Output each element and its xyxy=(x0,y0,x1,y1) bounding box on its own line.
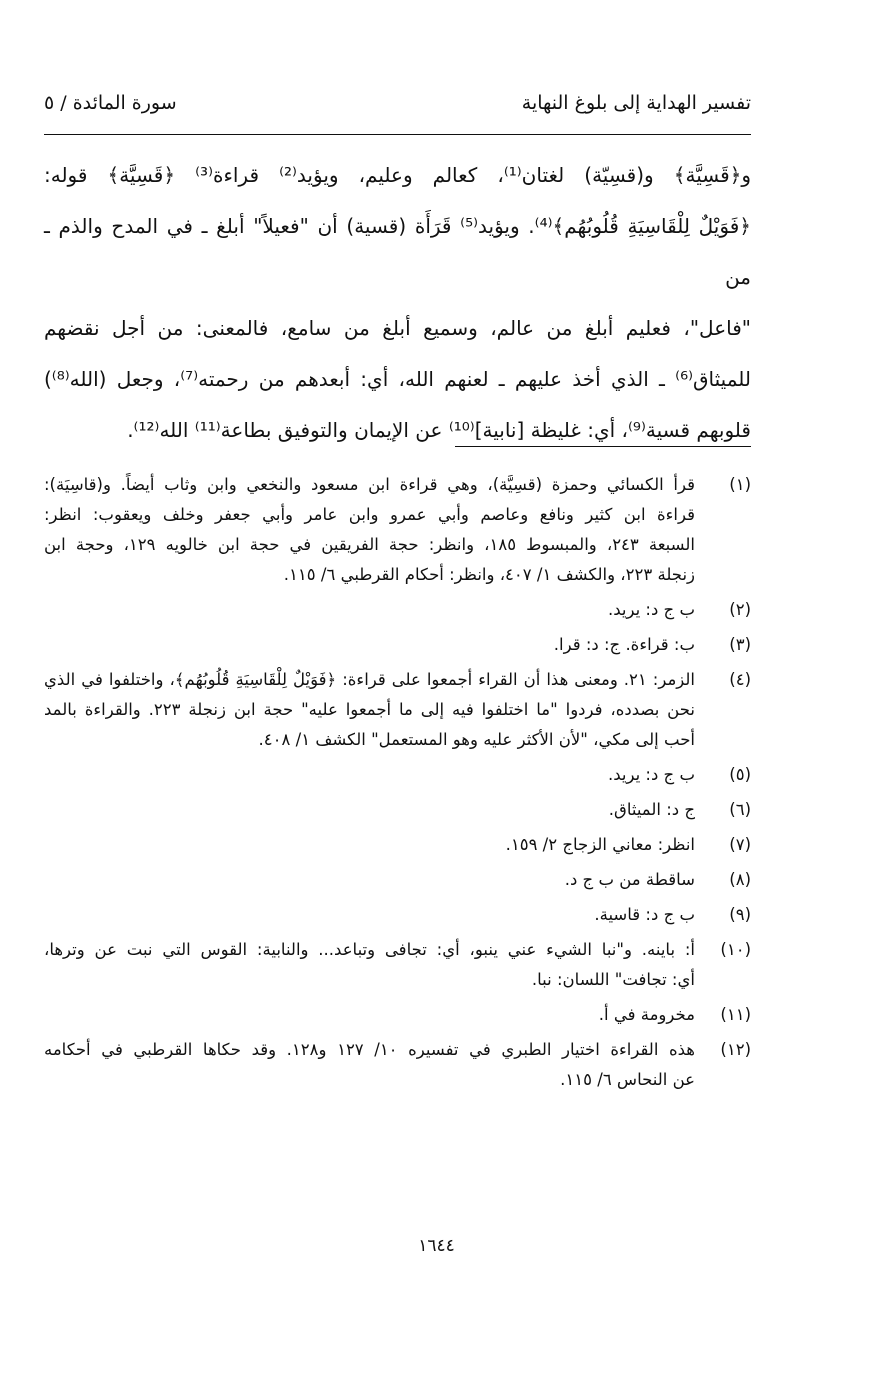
main-text xyxy=(44,150,751,456)
footnote-number: (١) xyxy=(729,475,751,494)
footnote-number: (٨) xyxy=(729,870,751,889)
footnote-number: (٦) xyxy=(729,800,751,819)
running-header xyxy=(44,92,751,132)
footnote-item xyxy=(44,1035,751,1095)
main-text-line: للميثاق⁽⁶⁾ ـ الذي أخذ عليهم ـ لعنهم الله، أي: أبعدهم من رحمته⁽⁷⁾، وجعل (الله⁽⁸⁾) xyxy=(44,367,751,391)
footnote-line: ساقطة من ب ج د. xyxy=(564,870,695,889)
footnote-item xyxy=(44,760,751,790)
footnote-line: هذه القراءة اختيار الطبري في تفسيره ١٠/ ١٢٧ و١٢٨. وقد حكاها القرطبي في أحكامه xyxy=(44,1040,696,1059)
footnote-line: ب ج د: قاسية. xyxy=(594,905,695,924)
footnote-item xyxy=(44,900,751,930)
footnote-line: ج د: الميثاق. xyxy=(608,800,695,819)
footnote-item xyxy=(44,595,751,625)
footnote-number: (١٠) xyxy=(720,940,751,959)
footnote-line: الزمر: ٢١. ومعنى هذا أن القراء أجمعوا على قراءة: ﴿فَوَيْلٌ لِلْقَاسِيَةِ قُلُوبُهُم﴾، واختلفوا في الذي xyxy=(44,670,696,689)
footnote-line: قراءة ابن كثير ونافع وعاصم وأبي عمرو وابن عامر وأبي جعفر وخلف ويعقوب: انظر: xyxy=(44,505,695,524)
footnote-line: السبعة ٢٤٣، والمبسوط ١٨٥، وانظر: حجة الفريقين في حجة ابن خالويه ١٢٩، وحجة ابن xyxy=(44,535,695,554)
footnote-number: (٧) xyxy=(729,835,751,854)
main-text-line: "فاعل"، فعليم أبلغ من عالم، وسميع أبلغ من سامع، فالمعنى: من أجل نقضهم xyxy=(44,316,751,340)
footnote-item xyxy=(44,1000,751,1030)
page-number: ١٦٤٤ xyxy=(418,1236,455,1256)
footnote-number: (٤) xyxy=(729,670,751,689)
footnote-number: (١٢) xyxy=(720,1040,751,1059)
footnote-line: ب: قراءة. ج: د: قرا. xyxy=(553,635,695,654)
footnote-line: أي: تجافت" اللسان: نبا. xyxy=(531,970,695,989)
book-title: تفسير الهداية إلى بلوغ النهاية xyxy=(521,92,751,114)
footnote-line: ب ج د: يريد. xyxy=(607,765,695,784)
footnote-number: (١١) xyxy=(720,1005,751,1024)
footnote-item xyxy=(44,795,751,825)
main-text-line: و﴿قَسِيَّة﴾ و(قسِيّة) لغتان⁽¹⁾، كعالم وعليم، ويؤيد⁽²⁾ قراءة⁽³⁾ ﴿قَسِيَّة﴾ قوله: xyxy=(44,163,752,187)
header-divider xyxy=(44,134,751,135)
footnotes xyxy=(44,470,751,1100)
footnote-line: انظر: معاني الزجاج ٢/ ١٥٩. xyxy=(505,835,695,854)
surah-title: سورة المائدة / ٥ xyxy=(44,92,177,114)
footnote-item xyxy=(44,865,751,895)
footnote-number: (٢) xyxy=(729,600,751,619)
footnote-number: (٥) xyxy=(729,765,751,784)
footnote-number: (٩) xyxy=(729,905,751,924)
footnote-item xyxy=(44,830,751,860)
footnote-item xyxy=(44,665,751,755)
footnote-line: مخرومة في أ. xyxy=(598,1005,695,1024)
footnote-line: زنجلة ٢٢٣، والكشف ١/ ٤٠٧، وانظر: أحكام القرطبي ٦/ ١١٥. xyxy=(283,565,695,584)
footnote-item xyxy=(44,630,751,660)
footnote-number: (٣) xyxy=(729,635,751,654)
footnote-line: أحب إلى مكي، "لأن الأكثر عليه وهو المستعمل" الكشف ١/ ٤٠٨. xyxy=(258,730,695,749)
footnote-item xyxy=(44,470,751,590)
footnote-line: ب ج د: يريد. xyxy=(607,600,695,619)
footnote-line: عن النحاس ٦/ ١١٥. xyxy=(560,1070,695,1089)
footnote-divider xyxy=(455,446,751,447)
footnote-line: أ: باينه. و"نبا الشيء عني ينبو، أي: تجافى وتباعد... والنابية: القوس التي نبت عن وترها، xyxy=(44,940,695,959)
footnote-line: نحن بصدده، فردوا "ما اختلفوا فيه إلى ما أجمعوا عليه" حجة ابن زنجلة ٢٢٣. والقراءة بالمد xyxy=(44,700,695,719)
main-text-line: قلوبهم قسية⁽⁹⁾، أي: غليظة [نابية]⁽¹⁰⁾ عن الإيمان والتوفيق بطاعة⁽¹¹⁾ الله⁽¹²⁾. xyxy=(127,418,751,442)
footnote-item xyxy=(44,935,751,995)
footnote-line: قرأ الكسائي وحمزة (قسِيَّة)، وهي قراءة ابن مسعود والنخعي وابن وثاب أيضاً. و(قاسِيَة): xyxy=(44,475,695,494)
main-text-line: ﴿فَوَيْلٌ لِلْقَاسِيَةِ قُلُوبُهُم﴾⁽⁴⁾. ويؤيد⁽⁵⁾ قَرَأَة (قسية) أن "فعيلاً" أبلغ ـ في المدح والذم ـ من xyxy=(44,214,751,289)
